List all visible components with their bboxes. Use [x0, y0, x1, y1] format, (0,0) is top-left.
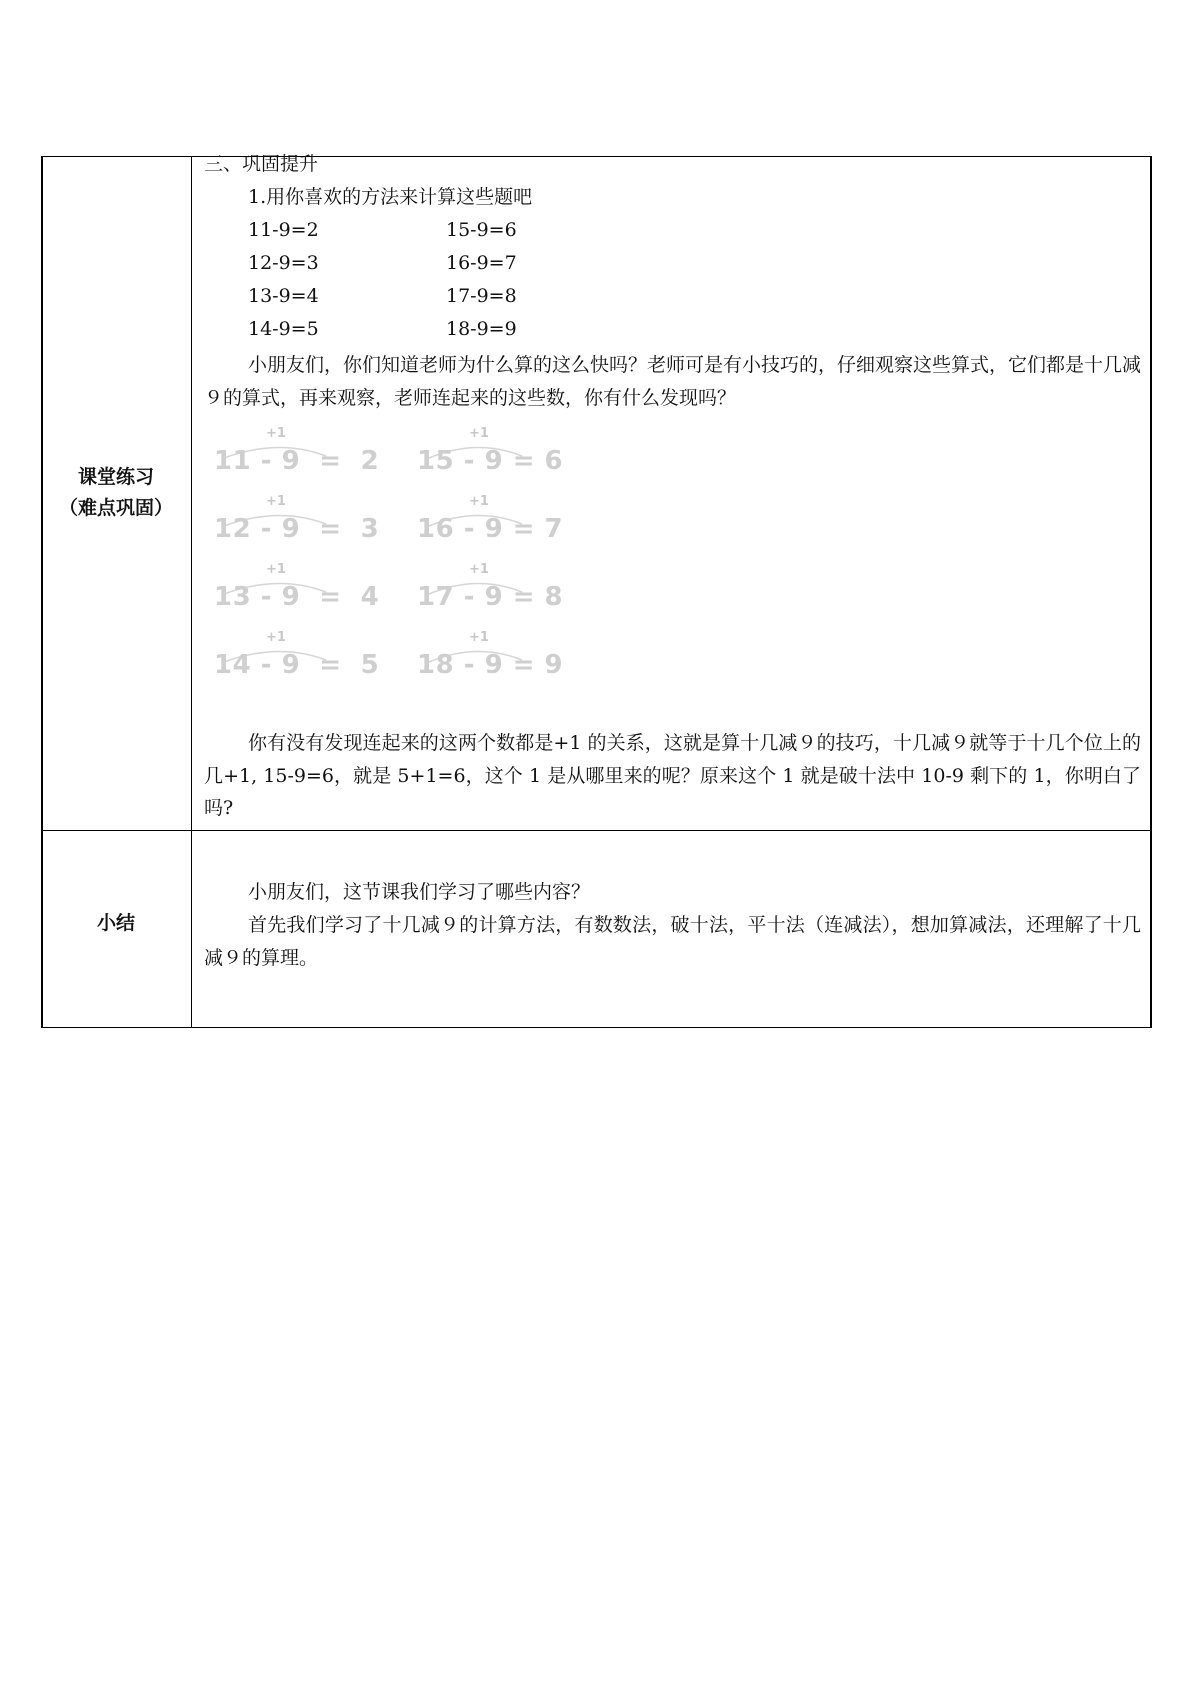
explanation-paragraph-1: 小朋友们，你们知道老师为什么算的这么快吗？老师可是有小技巧的，仔细观察这些算式，它们都是十几减９的算式，再来观察，老师连起来的这些数，你有什么发现吗？: [204, 354, 1142, 409]
diagram-equation: [214, 630, 384, 690]
diagram-equation-text: 14 - 9 = 5: [214, 650, 380, 680]
plus-one-label: +1: [266, 562, 286, 577]
diagram-equation: [417, 630, 587, 690]
table-border-right: [1150, 156, 1152, 1028]
equation-right-3: 17-9=8: [446, 285, 517, 307]
equation-right-4: 18-9=9: [446, 318, 517, 340]
diagram-equation-text: 18 - 9 = 9: [417, 650, 564, 680]
task-title: 1.用你喜欢的方法来计算这些题吧: [248, 186, 533, 208]
diagram-equation: [417, 494, 587, 554]
explanation-paragraph-2: 你有没有发现连起来的这两个数都是+1 的关系，这就是算十几减９的技巧，十几减９就等于十几个位上的几+1, 15-9=6，就是 5+1=6，这个 1 是从哪里来的呢？原来这个 1 就是破十法中 10-9 剩下的 1，你明白了吗?: [204, 732, 1141, 819]
diagram-equation-text: 12 - 9 = 3: [214, 514, 380, 544]
table-border-left: [41, 156, 43, 1028]
plus-one-diagram: [204, 426, 604, 716]
lesson-table: [41, 153, 1151, 1028]
equation-left-4: 14-9=5: [248, 318, 319, 340]
plus-one-label: +1: [266, 494, 286, 509]
equation-right-1: 15-9=6: [446, 219, 517, 241]
plus-one-label: +1: [469, 494, 489, 509]
row-label-summary: [41, 908, 191, 939]
row-label-practice: [41, 462, 191, 524]
equation-left-1: 11-9=2: [248, 219, 319, 241]
table-row-divider: [41, 830, 1151, 831]
summary-content: 首先我们学习了十几减９的计算方法，有数数法，破十法，平十法（连减法），想加算减法，还理解了十几减９的算理。: [204, 914, 1141, 969]
plus-one-label: +1: [266, 630, 286, 645]
table-border-bottom: [41, 1027, 1151, 1028]
equation-left-2: 12-9=3: [248, 252, 319, 274]
diagram-equation-text: 16 - 9 = 7: [417, 514, 564, 544]
row-label-practice-line1: 课堂练习: [77, 466, 154, 488]
plus-one-label: +1: [469, 426, 489, 441]
table-column-divider: [191, 156, 192, 1028]
diagram-equation-text: 11 - 9 = 2: [214, 446, 380, 476]
diagram-equation: [214, 562, 384, 622]
diagram-equation: [417, 426, 587, 486]
summary-question: 小朋友们，这节课我们学习了哪些内容？: [248, 881, 591, 903]
equation-right-2: 16-9=7: [446, 252, 517, 274]
diagram-equation: [214, 494, 384, 554]
plus-one-label: +1: [266, 426, 286, 441]
plus-one-label: +1: [469, 630, 489, 645]
row-label-practice-line2: （难点巩固）: [58, 497, 173, 519]
diagram-equation: [214, 426, 384, 486]
diagram-equation: [417, 562, 587, 622]
row-label-summary-line1: 小结: [96, 912, 135, 934]
equation-left-3: 13-9=4: [248, 285, 319, 307]
diagram-equation-text: 17 - 9 = 8: [417, 582, 564, 612]
plus-one-label: +1: [469, 562, 489, 577]
diagram-equation-text: 15 - 9 = 6: [417, 446, 564, 476]
diagram-equation-text: 13 - 9 = 4: [214, 582, 380, 612]
section-title: 三、巩固提升: [204, 153, 319, 175]
